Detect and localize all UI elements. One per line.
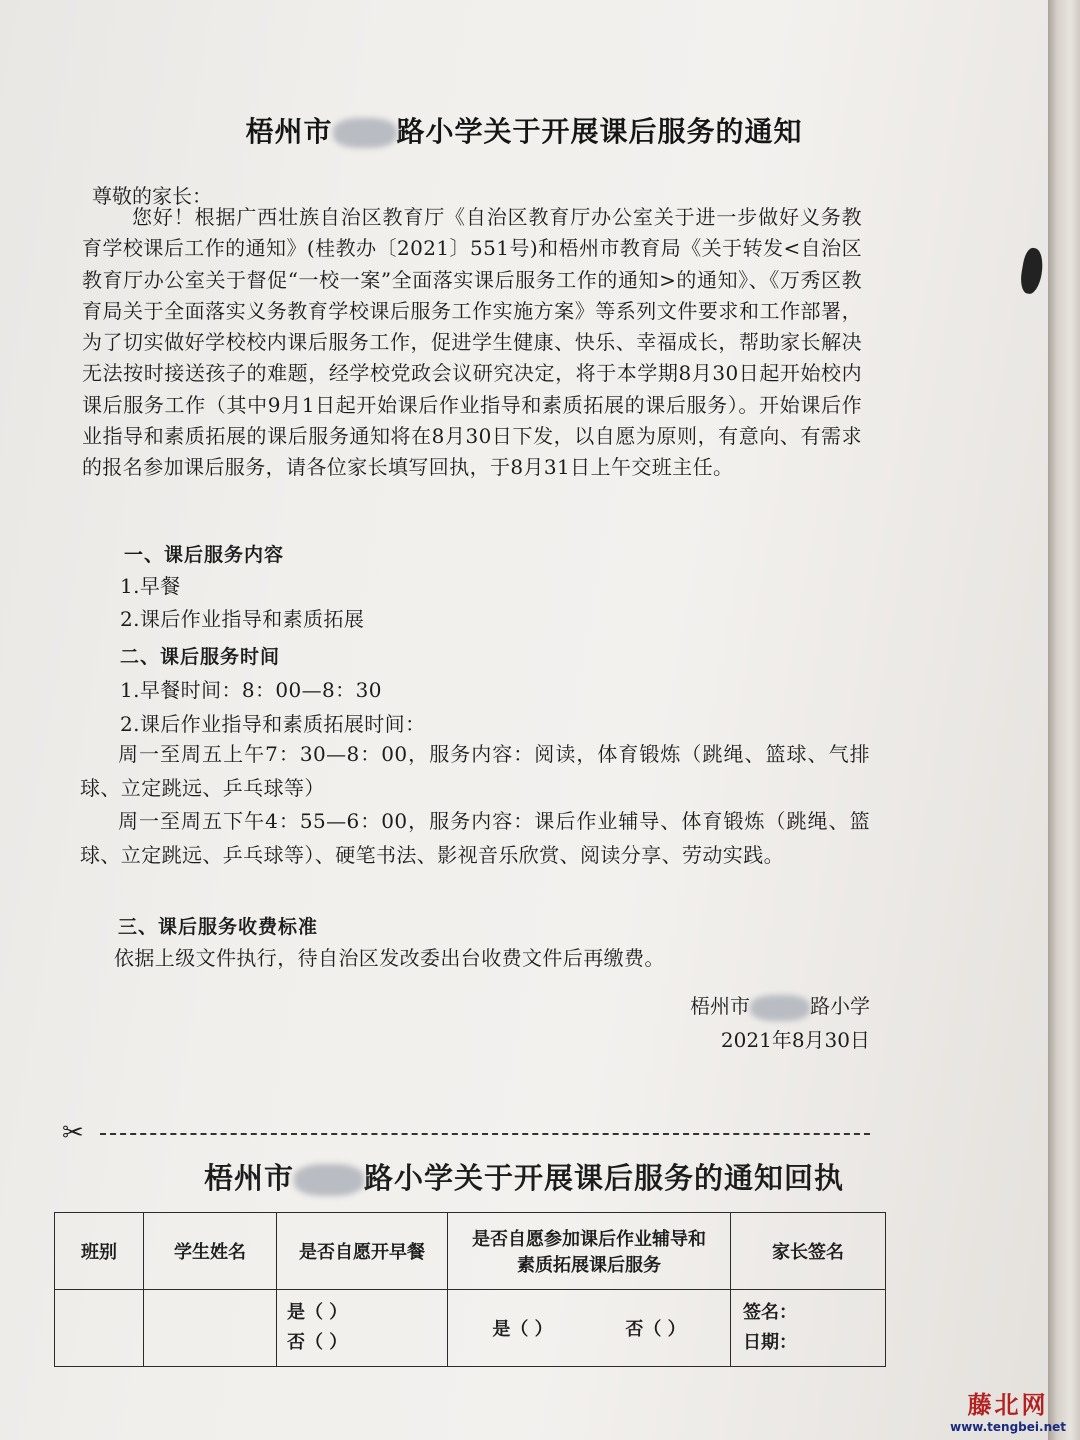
scissors-icon: ✂ [62, 1118, 84, 1148]
student-name-cell[interactable] [144, 1290, 277, 1367]
section2-item-1: 1.早餐时间：8：00—8：30 [120, 678, 382, 702]
salutation: 尊敬的家长： [92, 184, 212, 208]
section1-item-1: 1.早餐 [120, 574, 181, 598]
cut-line [100, 1133, 870, 1135]
receipt-table [54, 1212, 886, 1367]
sign-label: 签名： [743, 1302, 797, 1323]
receipt-title: 梧州市 路小学关于开展课后服务的通知回执 [203, 1161, 845, 1195]
breakfast-yes-option[interactable]: 是（ ） [287, 1302, 348, 1323]
watermark [950, 1385, 1066, 1434]
notice-body: 您好！根据广西壮族自治区教育厅《自治区教育厅办公室关于进一步做好义务教育学校课后工作的通知》(桂教办〔2021〕551号)和梧州市教育局《关于转发<自治区教育厅办公室关于督促“一校一案”全面落实课后服务工作的通知>的通知》、《万秀区教育局关于全面落实义务教育学校课后服务工作实施方案》等系列文件要求和工作部署，为了切实做好学校校内课后服务工作，促进学生健康、快乐、幸福成长，帮助家长解决无法按时接送孩子的难题，经学校党政会议研究决定，将于本学期8月30日起开始校内课后服务工作（其中9月1日起开始课后作业指导和素质拓展的课后服务）。开始课后作业指导和素质拓展的课后服务通知将在8月30日下发，以自愿为原则，有意向、有需求的报名参加课后服务，请各位家长填写回执，于8月31日上午交班主任。 [82, 205, 862, 480]
service-yes-option[interactable]: 是（ ） [492, 1319, 553, 1340]
signature-cell[interactable] [731, 1290, 886, 1367]
redacted-blur [333, 118, 397, 148]
notice-title: 梧州市 路小学关于开展课后服务的通知 [245, 115, 803, 148]
section2-item-2: 2.课后作业指导和素质拓展时间： [120, 712, 426, 736]
afternoon-schedule: 周一至周五下午4：55—6：00，服务内容：课后作业辅导、体育锻炼（跳绳、篮球、立定跳远、乒乓球等）、硬笔书法、影视音乐欣赏、阅读分享、劳动实践。 [80, 809, 870, 867]
header-class: 班别 [55, 1213, 144, 1290]
header-service: 是否自愿参加课后作业辅导和素质拓展课后服务 [448, 1213, 731, 1290]
section2-heading: 二、课后服务时间 [120, 646, 281, 668]
service-cell[interactable] [448, 1290, 731, 1367]
redacted-blur [750, 995, 810, 1021]
watermark-name: 藤北网 [967, 1390, 1049, 1419]
header-parent-signature: 家长签名 [731, 1213, 886, 1290]
date-label: 日期： [743, 1332, 797, 1353]
morning-schedule: 周一至周五上午7：30—8：00，服务内容：阅读，体育锻炼（跳绳、篮球、气排球、立定跳远、乒乓球等） [80, 742, 870, 800]
header-breakfast: 是否自愿开早餐 [277, 1213, 448, 1290]
signer-school: 梧州市 路小学 [690, 990, 870, 1021]
breakfast-cell[interactable] [277, 1290, 448, 1367]
signer-date: 2021年8月30日 [720, 1028, 870, 1052]
redacted-blur [294, 1164, 364, 1196]
section3-heading: 三、课后服务收费标准 [118, 916, 319, 938]
section1-item-2: 2.课后作业指导和素质拓展 [120, 607, 365, 631]
header-student-name: 学生姓名 [144, 1213, 277, 1290]
table-header-row [55, 1213, 886, 1290]
table-row [55, 1290, 886, 1367]
class-cell[interactable] [55, 1290, 144, 1367]
section1-heading: 一、课后服务内容 [124, 544, 285, 566]
section3-text: 依据上级文件执行，待自治区发改委出台收费文件后再缴费。 [114, 946, 665, 970]
breakfast-no-option[interactable]: 否（ ） [287, 1332, 348, 1353]
page-edge [1048, 0, 1080, 1440]
watermark-url: www.tengbei.net [950, 1420, 1066, 1434]
service-no-option[interactable]: 否（ ） [625, 1319, 686, 1340]
